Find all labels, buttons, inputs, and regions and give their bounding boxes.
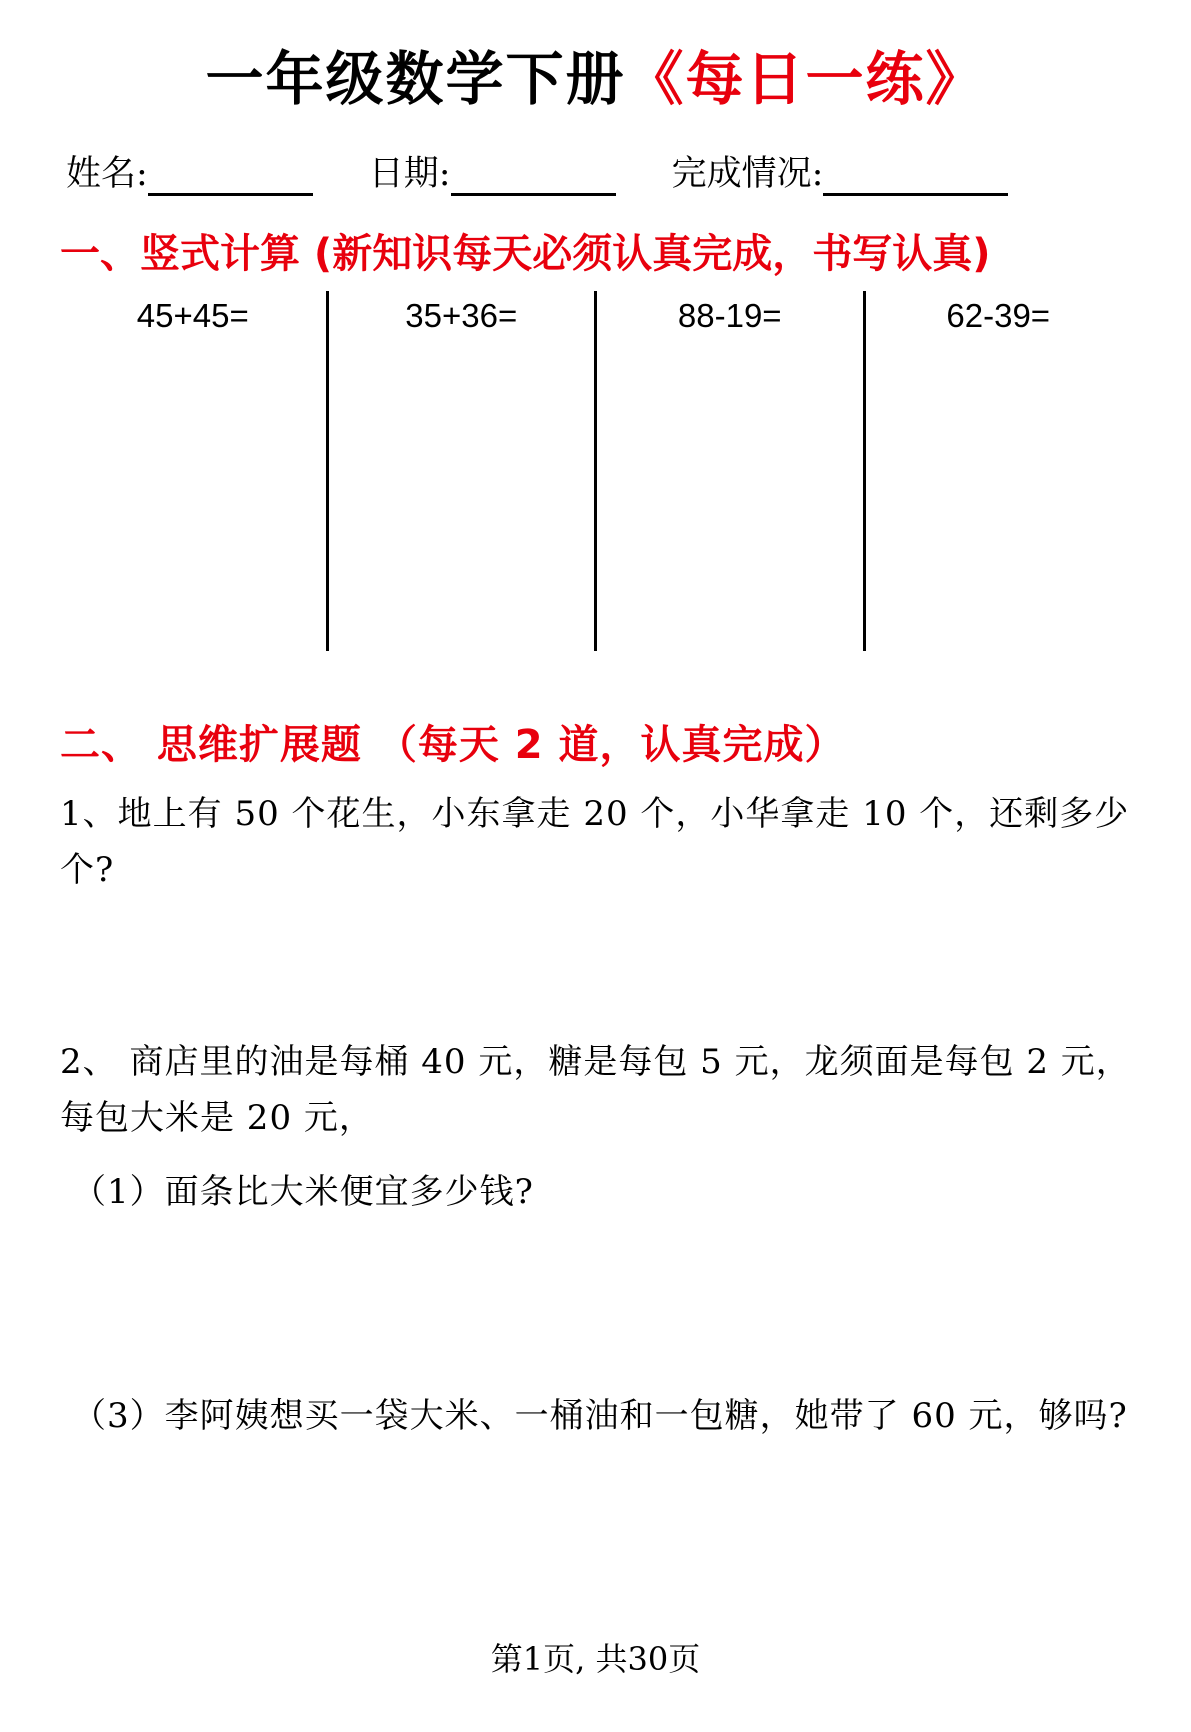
name-label: 姓名: xyxy=(66,153,148,194)
calc-problem-2: 35+36= xyxy=(405,296,518,334)
calc-cell-1[interactable] xyxy=(60,291,326,335)
calc-cell-4[interactable] xyxy=(866,291,1132,335)
calc-problem-4: 62-39= xyxy=(946,296,1051,334)
page-footer: 第1页, 共30页 xyxy=(490,1640,701,1678)
date-label: 日期: xyxy=(368,153,451,194)
status-field-group xyxy=(672,146,1009,196)
title-black-part: 一年级数学下册 xyxy=(205,45,626,113)
page-title xyxy=(60,45,1131,113)
calc-cell-2[interactable] xyxy=(329,291,595,335)
status-input-blank[interactable] xyxy=(823,192,1008,196)
status-label: 完成情况: xyxy=(671,153,824,194)
name-field-group xyxy=(66,146,313,196)
name-input-blank[interactable] xyxy=(148,192,313,196)
date-input-blank[interactable] xyxy=(451,192,616,196)
calc-divider-2 xyxy=(594,291,597,651)
question-1-answer-space[interactable] xyxy=(60,898,1131,1018)
calc-cell-3[interactable] xyxy=(597,291,863,335)
question-2-part-1-answer-space[interactable] xyxy=(60,1220,1131,1370)
vertical-calculation-area xyxy=(60,291,1131,691)
question-1-text: 1、地上有 50 个花生，小东拿走 20 个，小华拿走 10 个，还剩多少个? xyxy=(60,793,1130,890)
calc-problem-1: 45+45= xyxy=(136,296,249,334)
section-2-heading: 二、 思维扩展题 （每天 2 道，认真完成） xyxy=(60,721,846,768)
calc-divider-1 xyxy=(326,291,329,651)
student-info-row xyxy=(60,146,1131,196)
section-1-heading: 一、竖式计算 (新知识每天必须认真完成，书写认真) xyxy=(60,230,991,277)
question-2-stem: 2、 商店里的油是每桶 40 元，糖是每包 5 元，龙须面是每包 2 元，每包大米是 20 元， xyxy=(60,1041,1131,1139)
date-field-group xyxy=(369,146,616,196)
question-2-part-1: （1）面条比大米便宜多少钱? xyxy=(72,1172,534,1213)
question-2-part-2: （3）李阿姨想买一袋大米、一桶油和一包糖，她带了 60 元，够吗? xyxy=(72,1396,1128,1437)
vertical-calculation-row xyxy=(60,291,1131,691)
title-red-part: 《每日一练》 xyxy=(625,45,986,113)
calc-divider-3 xyxy=(863,291,866,651)
worksheet-page xyxy=(0,45,1191,1732)
calc-problem-3: 88-19= xyxy=(677,296,782,334)
